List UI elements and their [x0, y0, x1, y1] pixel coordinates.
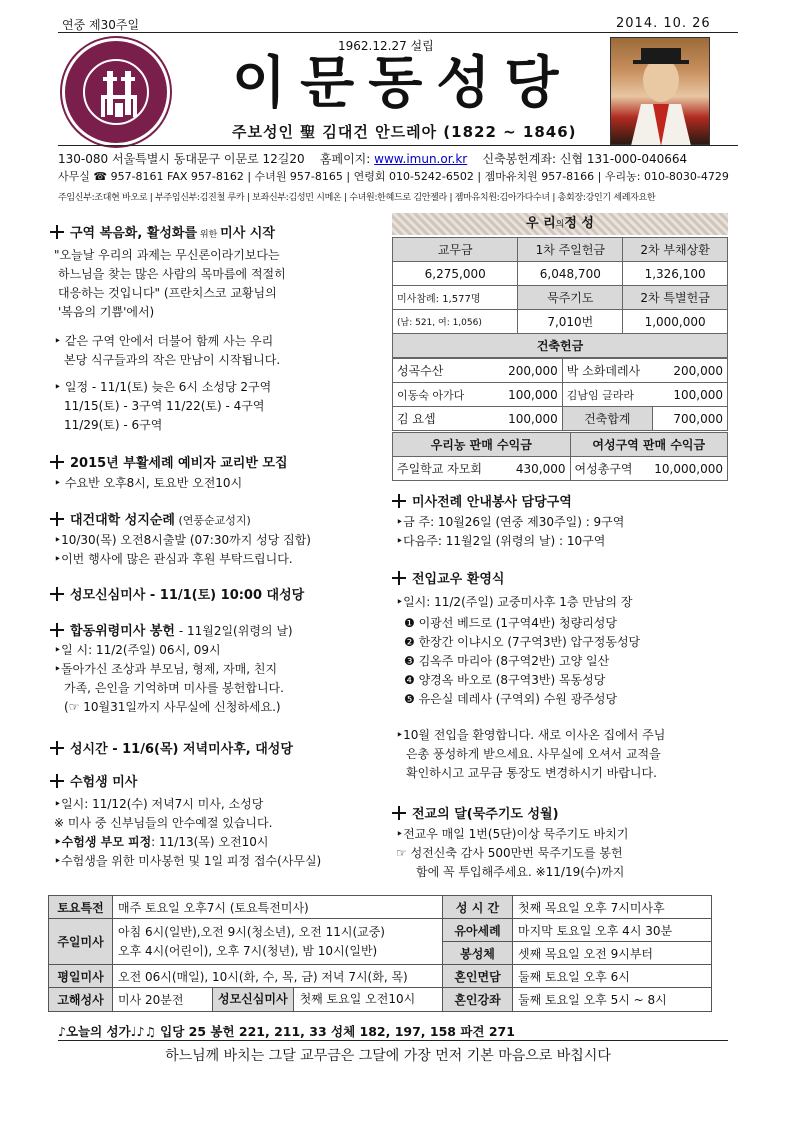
cross-mark-icon: [392, 494, 406, 508]
cross-mark-icon: [50, 512, 64, 526]
patron-saint: 주보성인 聖 김대건 안드레아 (1822 ~ 1846): [232, 123, 577, 141]
section-liturgy-guide-title: 미사전례 안내봉사 담당구역: [392, 491, 572, 510]
homepage-label: 홈페이지:: [319, 152, 371, 166]
motto-line: 하느님께 바치는 그달 교무금은 그달에 가장 먼저 기본 마음으로 바칩시다: [165, 1048, 611, 1064]
list-item: ❹ 양경옥 바오로 (8구역3반) 목동성당: [404, 673, 606, 687]
saint-portrait: [610, 37, 710, 145]
section-requiem-title: 합동위령미사 봉헌 - 11월2일(위령의 날): [50, 620, 293, 639]
church-icon: [65, 41, 173, 149]
section-pilgrimage-title: 대건대학 성지순례 (연풍순교성지): [50, 509, 251, 528]
section-district-mass-title: 구역 복음화, 활성화를 위한 미사 시작: [50, 222, 275, 241]
footer-rule: [58, 1040, 728, 1041]
liturgy-guide-details: ‣금 주: 10월26일 (연중 제30주일) : 9구역 ‣다음주: 11월2일 (위령의 날) : 10구역: [396, 515, 625, 548]
district-mass-bullet-1: ‣ 같은 구역 안에서 더불어 함께 사는 우리 본당 식구들과의 작은 만남이 시작됩니다.: [54, 334, 281, 367]
list-item: ❸ 김옥주 마리아 (8구역2반) 고양 일산: [404, 654, 610, 668]
hymn-line: ♪오늘의 성가♩♪♫ 입당 25 봉헌 221, 211, 33 성체 182, 197, 158 파견 271: [58, 1024, 515, 1039]
district-mass-quote: "오늘날 우리의 과제는 무신론이라기보다는 하느님을 찾는 많은 사람의 목마름에 적절히 대응하는 것입니다" (프란치스코 교황님의 '복음의 기쁨'에서): [54, 248, 286, 319]
parish-title: 이문동성당: [232, 51, 573, 116]
building-account: 신축봉헌계좌: 신협 131-000-040664: [482, 152, 688, 166]
district-mass-bullet-2: ‣ 일정 - 11/1(토) 늦은 6시 소성당 2구역 11/15(토) - 3구역 11/22(토) - 4구역 11/29(토) - 6구역: [54, 380, 272, 432]
section-marian-mass-title: 성모신심미사 - 11/1(토) 10:00 대성당: [50, 584, 304, 603]
cross-mark-icon: [50, 623, 64, 637]
list-item: ❷ 한장간 이냐시오 (7구역3반) 압구정동성당: [404, 635, 641, 649]
homepage-link[interactable]: www.imun.or.kr: [374, 152, 468, 166]
cross-mark-icon: [50, 455, 64, 469]
offering-banner: 우 리의정 성: [392, 213, 728, 235]
mass-schedule-table: 토요특전 매주 토요일 오후7시 (토요특전미사) 성 시 간 첫째 목요일 오후 7시미사후 주일미사 아침 6시(일반),오전 9시(청소년), 오전 11시(교중) 오후 4시(어린이), 오후 7시(청년), 밤 10시(일반) 유아세례 마지막 토요일 오후 4시 30분 봉성체 셋째 목요일 오전 9시부터 평일미사 오전 06시(매일), 10시(화, 수, 목, 금) 저녁 7시(화, 목) 혼인면담 둘째 토요일 오후 6시 고해성사 미사 20분전 성모신심미사 첫째 토요일 오전10시 혼인강좌 둘째 토요일 오후 5시 ~ 8시: [48, 895, 712, 1012]
cross-mark-icon: [50, 774, 64, 788]
newcomers-time: ‣일시: 11/2(주일) 교중미사후 1층 만남의 장: [396, 595, 633, 609]
sales-table: 우리농 판매 수익금 여성구역 판매 수익금 주일학교 자모회 430,000 여성총구역 10,000,000: [392, 432, 728, 481]
pilgrimage-details: ‣10/30(목) 오전8시출발 (07:30까지 성당 집합) ‣이번 행사에 많은 관심과 후원 부탁드립니다.: [54, 533, 311, 566]
offering-table: 교무금 1차 주일헌금 2차 부채상환 6,275,000 6,048,700 1,326,100 미사참례: 1,577명 묵주기도 2차 특별헌금 (남: 521, 여: 1,056) 7,010번 1,000,000 건축헌금: [392, 237, 728, 358]
phone-line: 사무실 ☎ 957-8161 FAX 957-8162 | 수녀원 957-8165 | 연령회 010-5242-6502 | 젬마유치원 957-8166 | 우리농: 010-8030-4729: [58, 170, 729, 183]
cross-mark-icon: [50, 741, 64, 755]
address-line: [58, 150, 687, 167]
address: 130-080 서울특별시 동대문구 이문로 12길20: [58, 152, 305, 166]
catechumen-schedule: ‣ 수요반 오후8시, 토요반 오전10시: [54, 476, 243, 490]
established-date: 1962.12.27 설립: [338, 39, 434, 53]
exam-mass-details: ‣일시: 11/12(수) 저녁7시 미사, 소성당 ※ 미사 중 신부님들의 안수예절 있습니다. ‣수험생 부모 피정: 11/13(목) 오전10시 ‣수험생을 위한 미사봉헌 및 1일 피정 접수(사무실): [54, 797, 322, 868]
week-label: 연중 제30주일: [62, 18, 140, 32]
staff-line: 주임신부:조대현 바오로 | 부주임신부:김진철 루카 | 보좌신부:김성민 시메온 | 수녀원:한혜드로 김안젤라 | 젬마유치원:김아가다수녀 | 총회장:강인기 세례자요한: [58, 193, 656, 203]
cross-mark-icon: [392, 571, 406, 585]
section-holy-hour-title: 성시간 - 11/6(목) 저녁미사후, 대성당: [50, 738, 293, 757]
bulletin-date: 2014. 10. 26: [616, 16, 711, 31]
rosary-month-details: ‣전교우 매일 1번(5단)이상 묵주기도 바치기 ☞ 성전신축 감사 500만번 묵주기도를 봉헌 함에 꼭 투입해주세요. ※11/19(수)까지: [396, 827, 629, 879]
section-exam-mass-title: 수험생 미사: [50, 771, 137, 790]
requiem-details: ‣일 시: 11/2(주일) 06시, 09시 ‣돌아가신 조상과 부모님, 형제, 자매, 친지 가족, 은인을 기억하며 미사를 봉헌합니다. (☞ 10월31일까지 사무실에 신청하세요.): [54, 643, 284, 714]
header-rule-bottom: [58, 145, 738, 146]
cross-mark-icon: [392, 806, 406, 820]
list-item: ❺ 유은실 데레사 (구역외) 수원 광주성당: [404, 692, 618, 706]
section-newcomers-title: 전입교우 환영식: [392, 568, 504, 587]
cross-mark-icon: [50, 225, 64, 239]
cross-mark-icon: [50, 587, 64, 601]
list-item: ❶ 이광선 베드로 (1구역4반) 청량리성당: [404, 616, 617, 630]
section-rosary-month-title: 전교의 달(묵주기도 성월): [392, 803, 559, 822]
newcomers-list: [404, 614, 640, 709]
header-rule: [58, 32, 738, 33]
parish-logo: [62, 38, 170, 146]
building-fund-table: 성곡수산 200,000 박 소화데레사 200,000 이동숙 아가다 100,000 김남임 글라라 100,000 김 요셉 100,000 건축합계 700,000: [392, 358, 728, 431]
newcomers-welcome: ‣10월 전입을 환영합니다. 새로 이사온 집에서 주님 은총 풍성하게 받으세요. 사무실에 오셔서 교적을 확인하시고 교무금 통장도 변경하시기 바랍니다.: [396, 728, 666, 780]
section-catechumen-title: 2015년 부활세례 예비자 교리반 모집: [50, 452, 288, 471]
